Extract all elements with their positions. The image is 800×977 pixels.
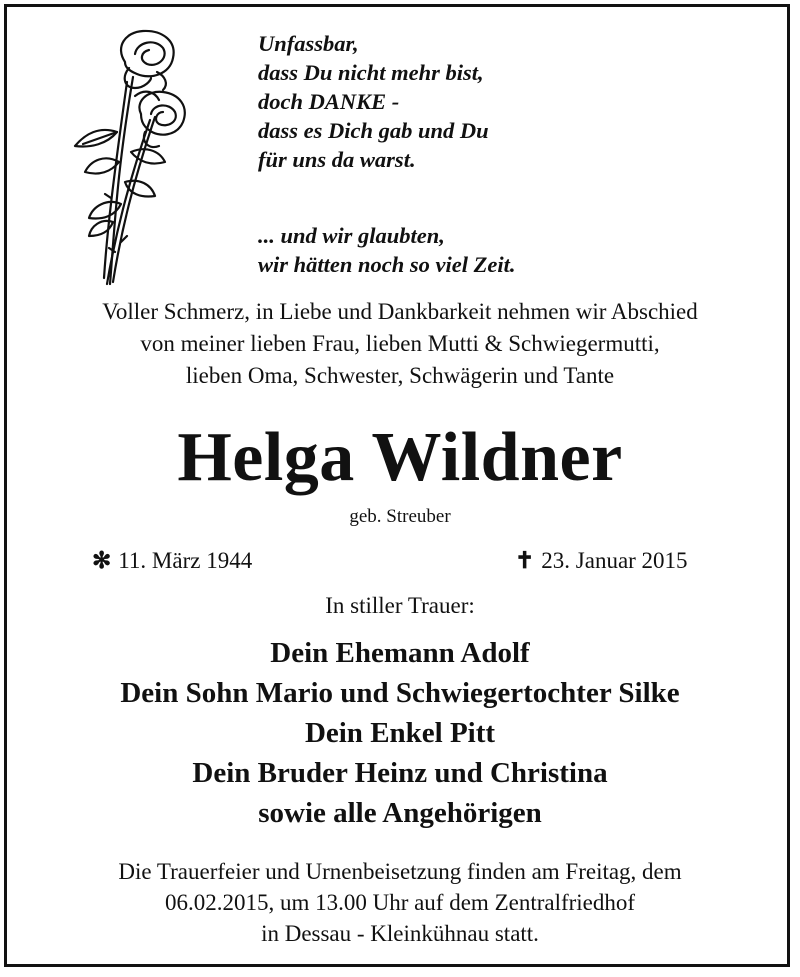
poem-line: für uns da warst. <box>258 147 416 172</box>
family-member: sowie alle Angehörigen <box>258 797 542 829</box>
poem-line: ... und wir glaubten, <box>258 223 445 248</box>
family-member: Dein Enkel Pitt <box>304 717 496 749</box>
poem-line: doch DANKE - <box>258 89 400 114</box>
death-date: 23. Januar 2015 <box>541 548 688 573</box>
intro-line: von meiner lieben Frau, lieben Mutti & Schwiegermutti, <box>140 331 660 356</box>
birth-date-row <box>92 545 252 577</box>
family-member: Dein Ehemann Adolf <box>270 637 530 669</box>
death-cross-icon: ✝ <box>515 548 535 573</box>
poem-line: Unfassbar, <box>258 31 359 56</box>
family-list <box>0 633 800 833</box>
intro-line: lieben Oma, Schwester, Schwägerin und Tante <box>185 363 615 388</box>
funeral-details <box>0 856 800 949</box>
birth-date: 11. März 1944 <box>118 548 253 573</box>
deceased-name: Helga Wildner <box>177 419 623 496</box>
rose-illustration <box>55 22 205 290</box>
poem-line: wir hätten noch so viel Zeit. <box>258 252 516 277</box>
intro-line: Voller Schmerz, in Liebe und Dankbarkeit nehmen wir Abschied <box>102 299 698 324</box>
family-member: Dein Bruder Heinz und Christina <box>192 757 608 789</box>
death-date-row <box>515 545 688 577</box>
maiden-name: geb. Streuber <box>349 506 451 527</box>
poem-line: dass es Dich gab und Du <box>258 118 489 143</box>
funeral-line: in Dessau - Kleinkühnau statt. <box>261 921 539 946</box>
funeral-line: 06.02.2015, um 13.00 Uhr auf dem Zentralfriedhof <box>164 890 636 915</box>
family-member: Dein Sohn Mario und Schwiegertochter Silke <box>120 677 680 709</box>
birth-star-icon: ✻ <box>92 548 112 573</box>
intro-text <box>0 296 800 392</box>
poem-stanza-1 <box>258 29 618 174</box>
poem-line: dass Du nicht mehr bist, <box>258 60 484 85</box>
poem-stanza-2 <box>258 221 618 279</box>
mourning-label: In stiller Trauer: <box>325 593 475 618</box>
funeral-line: Die Trauerfeier und Urnenbeisetzung finden am Freitag, dem <box>118 859 682 884</box>
